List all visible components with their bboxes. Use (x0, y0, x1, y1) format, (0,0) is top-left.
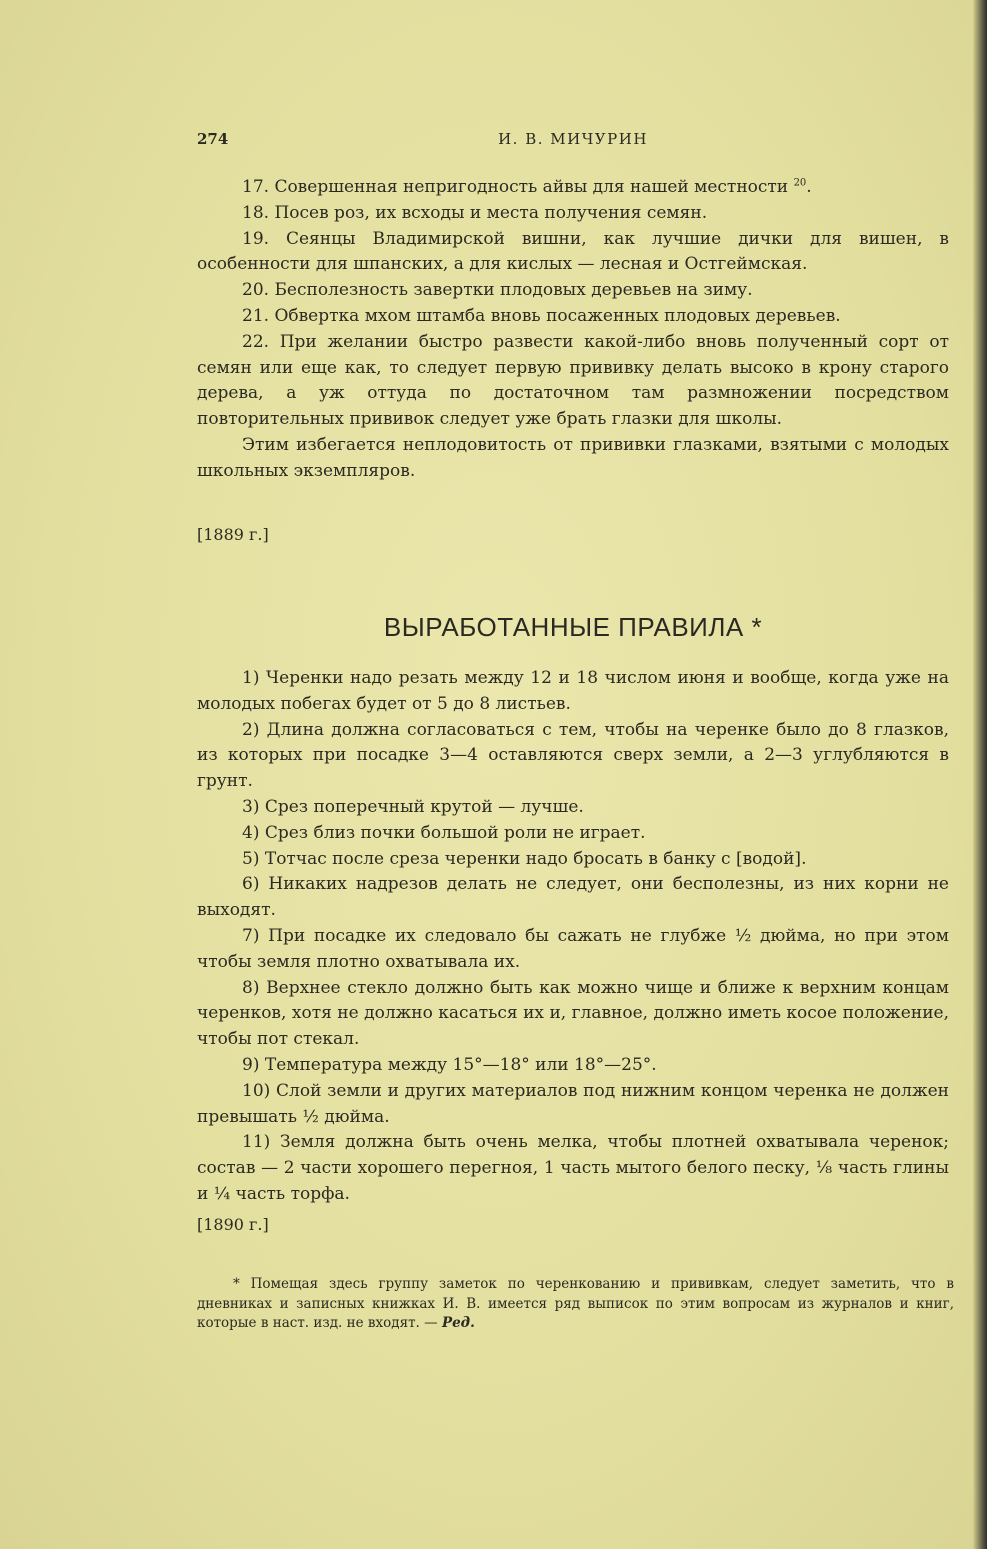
rule-item: 2) Длина должна согласоваться с тем, чтобы на черенке было до 8 глазков, из которых при посадке 3—4 оставляются сверх земли, а 2—3 углубляются в грунт. (197, 719, 949, 792)
note-item: 20. Бесполезность завертки плодовых деревьев на зиму. (242, 280, 753, 301)
notes-list (197, 175, 949, 485)
footnote: * Помещая здесь группу заметок по черенкованию и прививкам, следует заметить, что в дневниках и записных книжках И. В. имеется ряд выписок по этим вопросам из журналов и книг, которые в наст. изд. не входят. — Ред. (197, 1276, 954, 1331)
section-title: ВЫРАБОТАННЫЕ ПРАВИЛА * (383, 612, 763, 642)
date-1889: [1889 г.] (197, 525, 269, 544)
note-item: 18. Посев роз, их всходы и места получения семян. (242, 202, 708, 223)
note-item: 22. При желании быстро развести какой-либо вновь полученный сорт от семян или еще как, то следует первую прививку делать высоко в крону старого дерева, а уж оттуда по достаточном там размножении посредством повторительных прививок следует уже брать глазки для школы. (197, 331, 949, 430)
page-number: 274 (197, 130, 229, 148)
rule-item: 10) Слой земли и других материалов под нижним концом черенка не должен превышать ½ дюйма. (197, 1080, 949, 1127)
page-edge (973, 0, 987, 1549)
rule-item: 4) Срез близ почки большой роли не играет. (242, 822, 646, 843)
page-header (197, 130, 949, 154)
date-1890: [1890 г.] (197, 1215, 269, 1234)
rule-item: 9) Температура между 15°—18° или 18°—25°. (242, 1054, 657, 1075)
rule-item: 8) Верхнее стекло должно быть как можно чище и ближе к верхним концам черенков, хотя не должно касаться их и, главное, должно иметь косое положение, чтобы пот стекал. (197, 977, 949, 1050)
note-item: 21. Обвертка мхом штамба вновь посаженных плодовых деревьев. (242, 305, 841, 326)
rules-list (197, 666, 949, 1208)
rule-item: 5) Тотчас после среза черенки надо бросать в банку с [водой]. (242, 848, 807, 869)
note-item: Этим избегается неплодовитость от прививки глазками, взятыми с молодых школьных экземпляров. (197, 434, 949, 481)
editor-mark: Ред. (441, 1315, 475, 1331)
rule-item: 11) Земля должна быть очень мелка, чтобы плотней охватывала черенок; состав — 2 части хорошего перегноя, 1 часть мытого белого песку, ⅛ часть глины и ¼ часть торфа. (197, 1132, 949, 1204)
note-item: 19. Сеянцы Владимирской вишни, как лучшие дички для вишен, в особенности для шпанских, а для кислых — лесная и Остгеймская. (197, 228, 949, 275)
note-item: 17. Совершенная непригодность айвы для нашей местности $^{20}$. (242, 177, 812, 197)
rule-item: 1) Черенки надо резать между 12 и 18 числом июня и вообще, когда уже на молодых побегах будет от 5 до 8 листьев. (197, 668, 949, 714)
rule-item: 7) При посадке их следовало бы сажать не глубже ½ дюйма, но при этом чтобы земля плотно охватывала их. (197, 925, 949, 972)
rule-item: 3) Срез поперечный крутой — лучше. (242, 796, 584, 817)
rule-item: 6) Никаких надрезов делать не следует, они бесполезны, из них корни не выходят. (197, 874, 949, 921)
running-head: И. В. МИЧУРИН (498, 130, 648, 148)
